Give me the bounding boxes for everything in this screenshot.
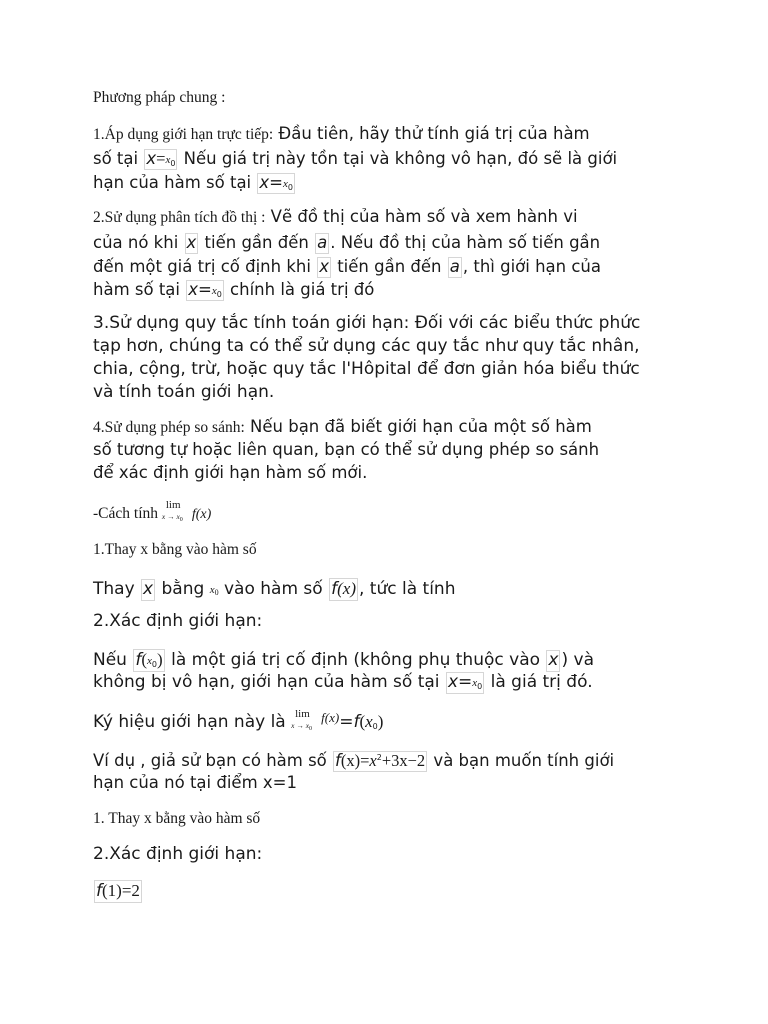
example-line-1: Ví dụ , giả sử bạn có hàm số $f(x)=x^2+3x-2$ và bạn muốn tính giới bbox=[93, 751, 615, 770]
limit-notation: lim $x \to x_0$ bbox=[291, 708, 313, 732]
section-heading: Phương pháp chung : bbox=[93, 89, 226, 106]
step-2-line-1: Nếu $f(x_0)$ là một giá trị cố định (không phụ thuộc vào x ) và bbox=[93, 650, 594, 670]
math-f-x0: $f(x_0)$ bbox=[135, 650, 163, 670]
math-x: x bbox=[548, 650, 559, 670]
method-3-line-1: 3.Sử dụng quy tắc tính toán giới hạn: Đối với các biểu thức phức bbox=[93, 313, 641, 333]
method-2-line-4: hàm số tại $x=x_0$ chính là giá trị đó bbox=[93, 280, 375, 299]
math-x0: $x_0$ bbox=[209, 584, 219, 597]
method-3-line-4: và tính toán giới hạn. bbox=[93, 382, 275, 402]
math-polynomial: $f(x)=x^2+3x-2$ bbox=[335, 751, 426, 770]
method-2-line-3: đến một giá trị cố định khi x tiến gần đến a , thì giới hạn của bbox=[93, 257, 601, 276]
method-1-line-3: hạn của hàm số tại $x=x_0$ bbox=[93, 173, 293, 192]
math-f1-result: f(1)=2 bbox=[96, 881, 140, 901]
math-x-eq-x0: $x=x_0$ bbox=[188, 280, 222, 299]
math-a: a bbox=[449, 257, 460, 276]
math-x-eq-x0: $x=x_0$ bbox=[447, 672, 483, 692]
method-4-line-2: số tương tự hoặc liên quan, bạn có thể sử dụng phép so sánh bbox=[93, 440, 600, 459]
example-result bbox=[93, 880, 143, 903]
example-step-2: 2.Xác định giới hạn: bbox=[93, 844, 263, 864]
math-x: x bbox=[319, 257, 329, 276]
math-x: x bbox=[143, 579, 154, 599]
example-line-2: hạn của nó tại điểm x=1 bbox=[93, 773, 297, 792]
math-x-eq-x0: $x=x_0$ bbox=[146, 149, 176, 168]
math-x-eq-x0: $x=x_0$ bbox=[259, 173, 293, 192]
step-2-title: 2.Xác định giới hạn: bbox=[93, 611, 263, 631]
step-1-title: 1.Thay x bằng vào hàm số bbox=[93, 541, 257, 558]
limit-notation: lim $x \to x_0$ bbox=[161, 499, 183, 523]
method-4-line-1: 4.Sử dụng phép so sánh: Nếu bạn đã biết giới hạn của một số hàm bbox=[93, 417, 592, 436]
method-1-line-1: 1.Áp dụng giới hạn trực tiếp: Đầu tiên, hãy thử tính giá trị của hàm bbox=[93, 124, 590, 143]
method-1-line-2: số tại $x=x_0$ Nếu giá trị này tồn tại và không vô hạn, đó sẽ là giới bbox=[93, 149, 618, 168]
notation-line: Ký hiệu giới hạn này là lim $x \to x_0$ $^{f(x)}=f(x_0)$ bbox=[93, 708, 384, 732]
method-2-line-2: của nó khi x tiến gần đến a . Nếu đồ thị của hàm số tiến gần bbox=[93, 233, 601, 252]
howto-line: -Cách tính lim $x \to x_0$ f(x) bbox=[93, 499, 212, 523]
step-1-body: Thay x bằng $x_0$ vào hàm số f(x) , tức là tính bbox=[93, 579, 456, 599]
math-x: x bbox=[186, 233, 197, 252]
method-4-line-3: để xác định giới hạn hàm số mới. bbox=[93, 463, 368, 482]
math-fx: f(x) bbox=[331, 579, 356, 599]
method-3-line-2: tạp hơn, chúng ta có thể sử dụng các quy tắc như quy tắc nhân, bbox=[93, 336, 640, 356]
example-step-1: 1. Thay x bằng vào hàm số bbox=[93, 810, 261, 827]
math-a: a bbox=[317, 233, 328, 252]
method-2-line-1: 2.Sử dụng phân tích đồ thị : Vẽ đồ thị của hàm số và xem hành vi bbox=[93, 207, 578, 226]
step-2-line-2: không bị vô hạn, giới hạn của hàm số tại $x=x_0$ là giá trị đó. bbox=[93, 672, 593, 692]
method-3-line-3: chia, cộng, trừ, hoặc quy tắc l'Hôpital để đơn giản hóa biểu thức bbox=[93, 359, 640, 379]
